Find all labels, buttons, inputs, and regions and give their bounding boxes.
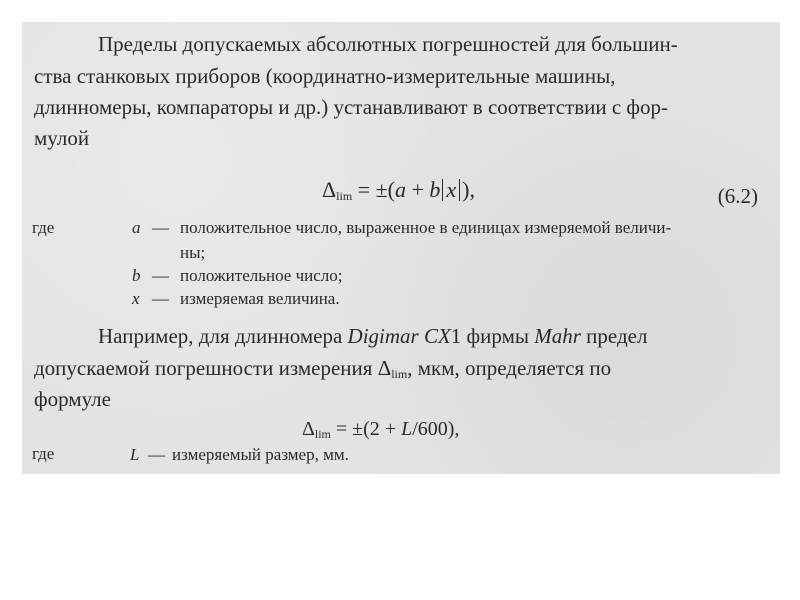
formula-6-2 <box>322 177 475 204</box>
definition-text: измеряемый размер, мм. <box>172 445 349 464</box>
formula-delta: Δ <box>322 177 337 202</box>
formula-b: b <box>429 177 441 202</box>
scanned-page <box>22 22 780 474</box>
definition-symbol: a <box>132 218 141 237</box>
formula-close: ), <box>462 177 475 202</box>
definition-text: положительное число, выраженное в единицах измеряемой величи- <box>180 218 672 237</box>
text-line: ства станковых приборов (координатно-измерительные машины, <box>34 64 616 88</box>
text-line: формуле <box>34 387 111 411</box>
formula-a: a <box>394 177 406 202</box>
formula-x: x <box>446 177 457 202</box>
text-line <box>34 358 611 380</box>
definition-text-continued: ны; <box>180 243 206 262</box>
definition-dash: — <box>152 289 169 308</box>
formula-rest: /600), <box>412 418 460 440</box>
formula-L: L <box>401 418 413 440</box>
text-line: мулой <box>34 126 90 150</box>
formula-delta: Δ <box>302 418 315 440</box>
definition-symbol: x <box>132 289 140 308</box>
definition-text: положительное число; <box>180 266 343 285</box>
company-name: Mahr <box>534 324 581 348</box>
definition-text: измеряемая величина. <box>180 289 340 308</box>
where-label: где <box>32 218 55 237</box>
text-line <box>98 326 647 347</box>
equation-number: (6.2) <box>717 184 758 208</box>
text-span: , мкм, определяется по <box>407 356 612 380</box>
text-span: предел <box>580 324 648 348</box>
formula-absolute-value <box>442 179 460 201</box>
text-line: Пределы допускаемых абсолютных погрешностей для большин- <box>98 32 678 56</box>
text-span: 1 фирмы <box>450 324 535 348</box>
text-span: Например, для длинномера <box>98 324 348 348</box>
definition-dash: — <box>148 445 165 464</box>
formula-equals: = ±( <box>352 177 395 202</box>
formula-subscript: lim <box>336 189 353 203</box>
where-label: где <box>32 444 55 463</box>
definition-symbol: b <box>132 266 141 285</box>
formula-digimar <box>302 418 459 442</box>
text-span: допускаемой погрешности измерения Δ <box>34 356 392 380</box>
formula-plus: + <box>405 177 430 202</box>
product-name: Digimar CX <box>347 324 451 348</box>
definition-symbol: L <box>130 445 140 464</box>
formula-equals: = ±(2 + <box>330 418 402 440</box>
definition-dash: — <box>152 218 169 237</box>
definition-dash: — <box>152 266 169 285</box>
text-line: длинномеры, компараторы и др.) устанавливают в соответствии с фор- <box>34 95 669 119</box>
formula-subscript: lim <box>314 427 331 441</box>
text-subscript: lim <box>391 367 408 381</box>
